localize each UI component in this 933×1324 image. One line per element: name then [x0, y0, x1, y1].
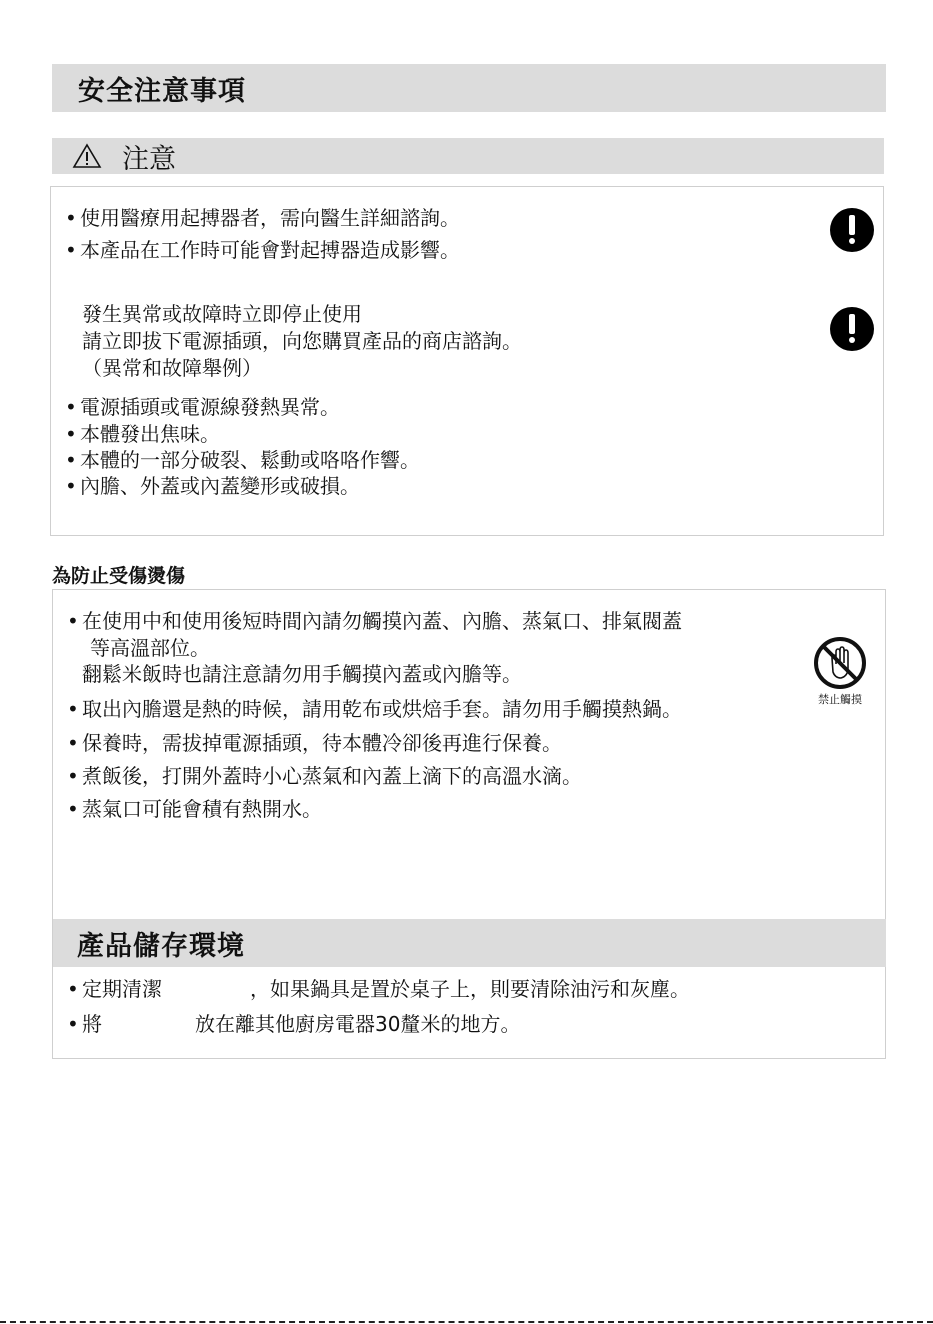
storage-item1-part2: ，如果鍋具是置於桌子上，則要清除油污和灰塵。: [250, 977, 690, 1001]
section-header-safety: [52, 64, 886, 112]
list-item: [82, 976, 690, 1002]
storage-item1-part1: 定期清潔: [82, 977, 162, 1001]
exclamation-icon: [830, 307, 874, 351]
burn-heading: 為防止受傷燙傷: [52, 565, 186, 587]
list-item: • 本體的一部分破裂、鬆動或咯咯作響。: [80, 447, 420, 473]
abnormal-instruction: 請立即拔下電源插頭，向您購買產品的商店諮詢。: [82, 329, 522, 353]
page-bottom-dashed-line: [0, 1321, 933, 1323]
list-item: • 本體發出焦味。: [80, 421, 220, 447]
list-item: • 蒸氣口可能會積有熱開水。: [82, 796, 322, 822]
list-item: • 電源插頭或電源線發熱異常。: [80, 394, 340, 420]
list-item: • 內膽、外蓋或內蓋變形或破損。: [80, 473, 360, 499]
list-item: • 使用醫療用起搏器者，需向醫生詳細諮詢。: [80, 205, 460, 231]
page-title: 安全注意事項: [78, 75, 246, 107]
list-item-continued: 翻鬆米飯時也請注意請勿用手觸摸內蓋或內膽等。: [82, 662, 522, 686]
section-header-storage: [53, 919, 886, 967]
list-item: • 本產品在工作時可能會對起搏器造成影響。: [80, 237, 460, 263]
storage-item2-part1: 將: [82, 1012, 102, 1036]
abnormal-examples-label: （異常和故障舉例）: [82, 356, 262, 380]
caution-label: 注意: [122, 143, 176, 175]
list-item-continued: 等高溫部位。: [90, 636, 210, 660]
list-item: • 保養時，需拔掉電源插頭，待本體冷卻後再進行保養。: [82, 730, 562, 756]
caution-header: [52, 138, 884, 174]
list-item: • 取出內膽還是熱的時候，請用乾布或烘焙手套。請勿用手觸摸熱鍋。: [82, 696, 682, 722]
no-touch-hand-icon: [813, 636, 867, 690]
warning-triangle-icon: [72, 143, 102, 169]
no-touch-label: 禁止觸摸: [818, 693, 862, 706]
list-item: [82, 1011, 520, 1037]
storage-item2-part2: 放在離其他廚房電器30釐米的地方。: [195, 1012, 521, 1036]
list-item: • 在使用中和使用後短時間內請勿觸摸內蓋、內膽、蒸氣口、排氣閥蓋: [82, 608, 682, 634]
abnormal-title: 發生異常或故障時立即停止使用: [82, 302, 362, 326]
storage-title: 產品儲存環境: [77, 930, 245, 962]
exclamation-icon: [830, 208, 874, 252]
list-item: • 煮飯後，打開外蓋時小心蒸氣和內蓋上滴下的高溫水滴。: [82, 763, 582, 789]
